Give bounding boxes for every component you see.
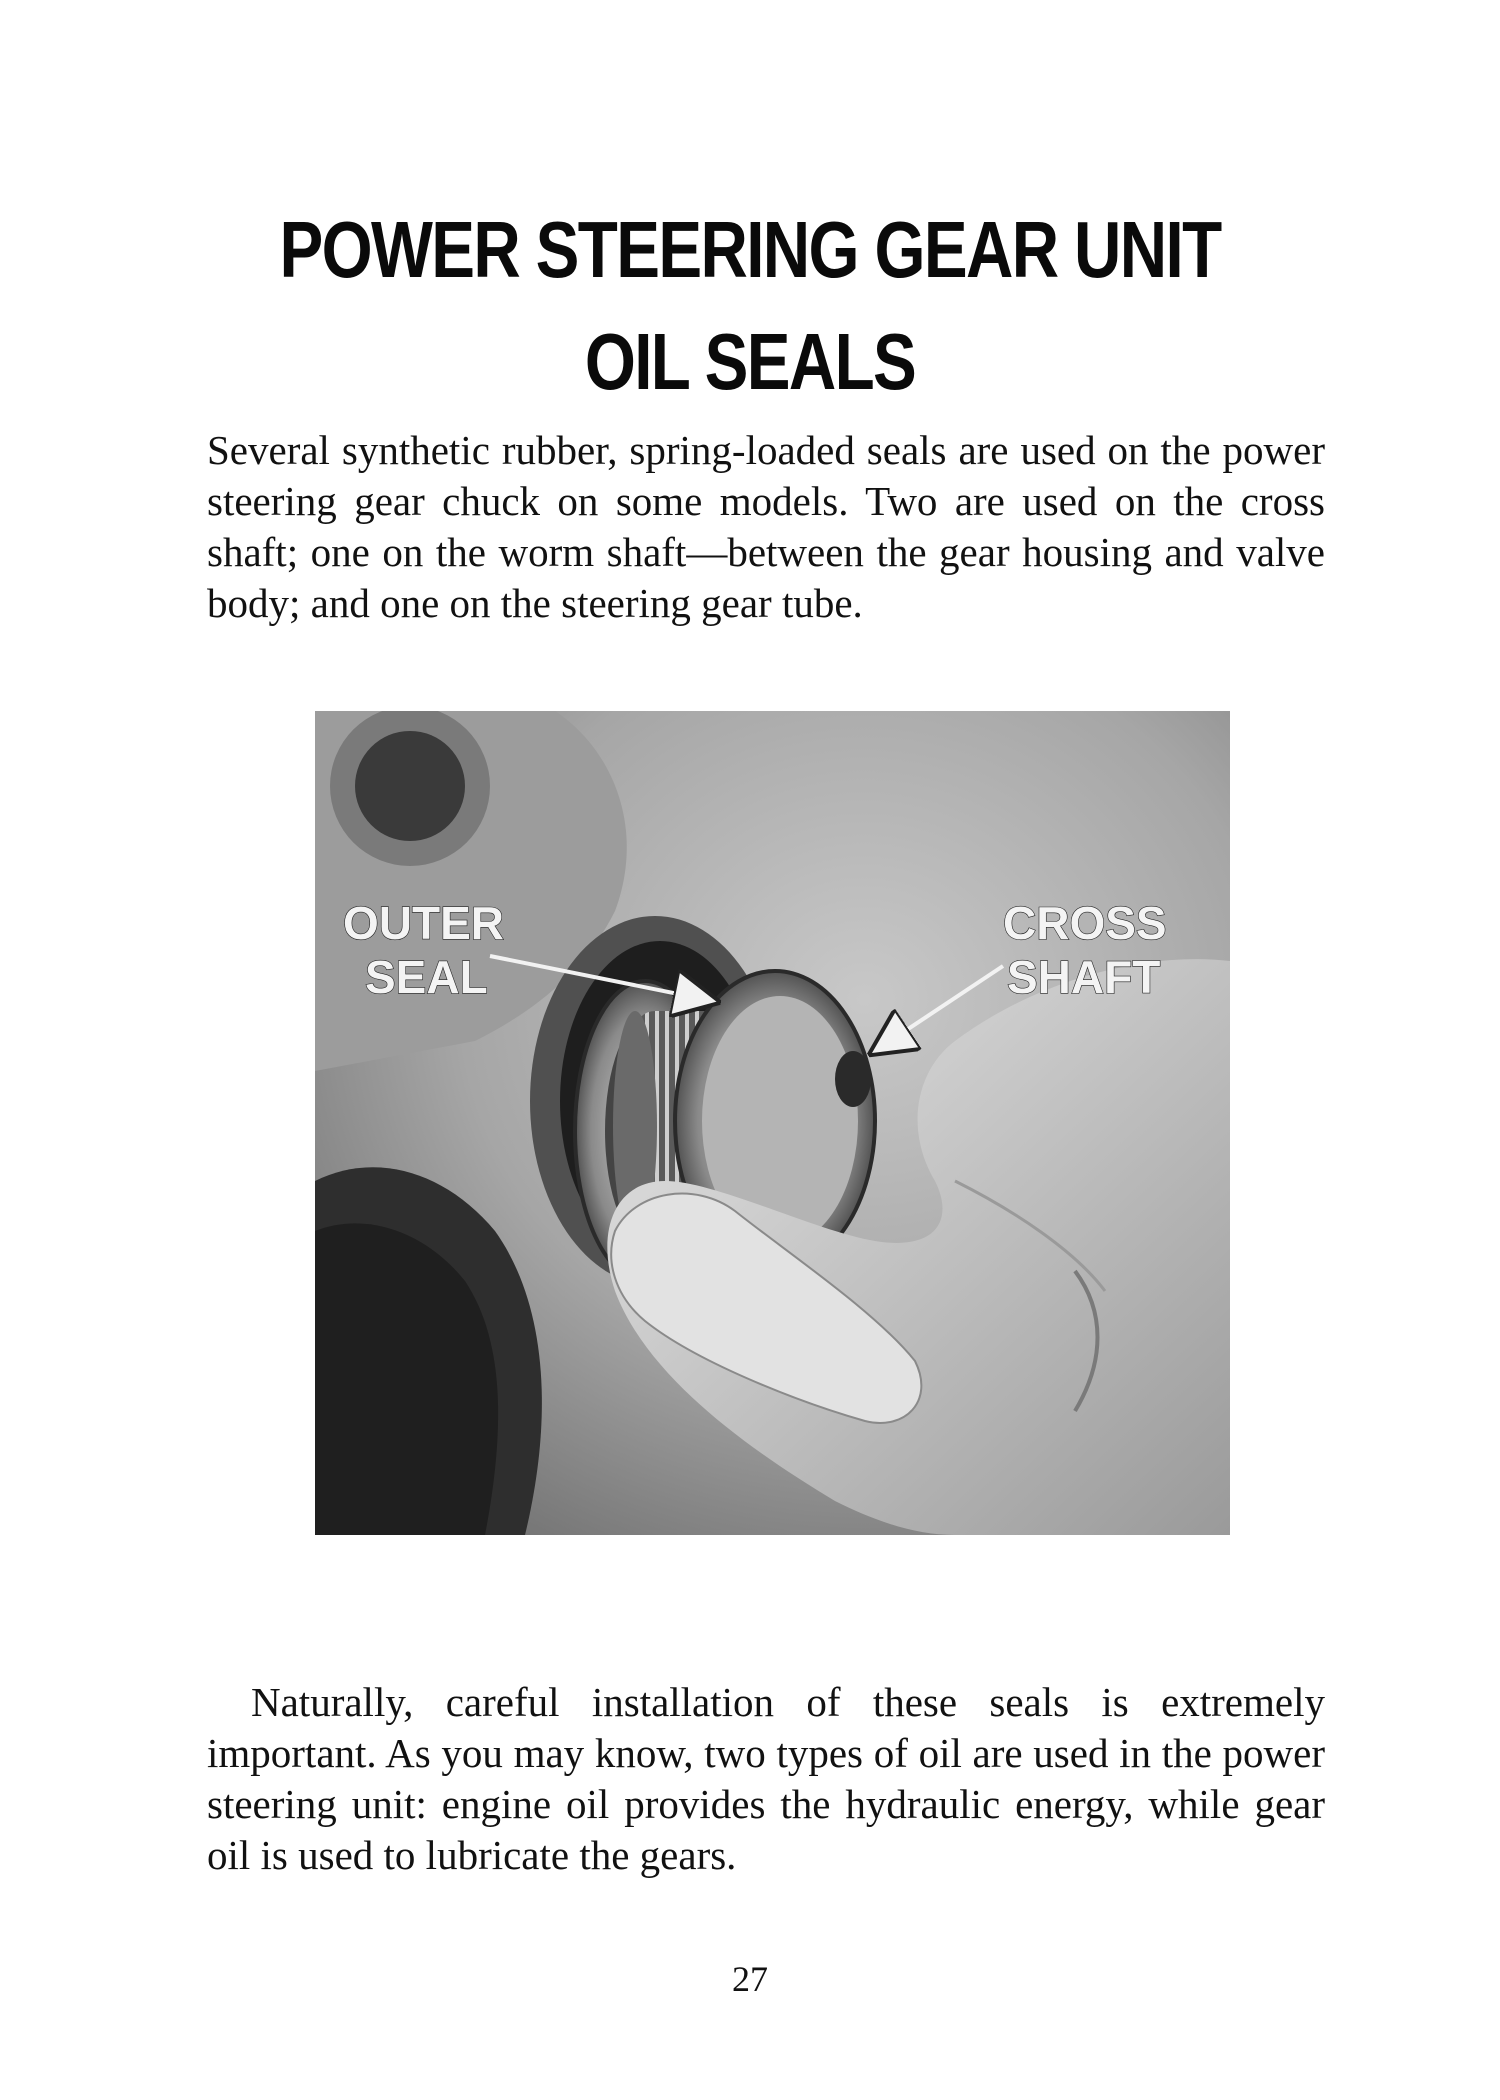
title-line-2: OIL SEALS [584, 316, 916, 406]
label-outer-line2: SEAL [365, 951, 488, 1003]
cross-shaft-hole [835, 1051, 871, 1107]
closing-paragraph: Naturally, careful installation of these seals is extremely important. As you may know, two types of oil are used in the power steering unit: engine oil provides the hydraulic energy, while gear oil is used to lubricate the gears. [207, 1679, 1325, 1878]
page-number: 27 [732, 1959, 768, 1999]
title-line-1: POWER STEERING GEAR UNIT [279, 204, 1221, 294]
page-title [135, 194, 1365, 418]
label-cross-line1: CROSS [1003, 897, 1167, 949]
seal-photo [315, 711, 1230, 1535]
label-outer-line1: OUTER [343, 897, 504, 949]
intro-paragraph: Several synthetic rubber, spring-loaded seals are used on the power steering gear chuck on some models. Two are used on the cross shaft; one on the worm shaft—between the gear housing and valve body; and one on the steering gear tube. [207, 427, 1325, 626]
label-cross-line2: SHAFT [1007, 951, 1161, 1003]
